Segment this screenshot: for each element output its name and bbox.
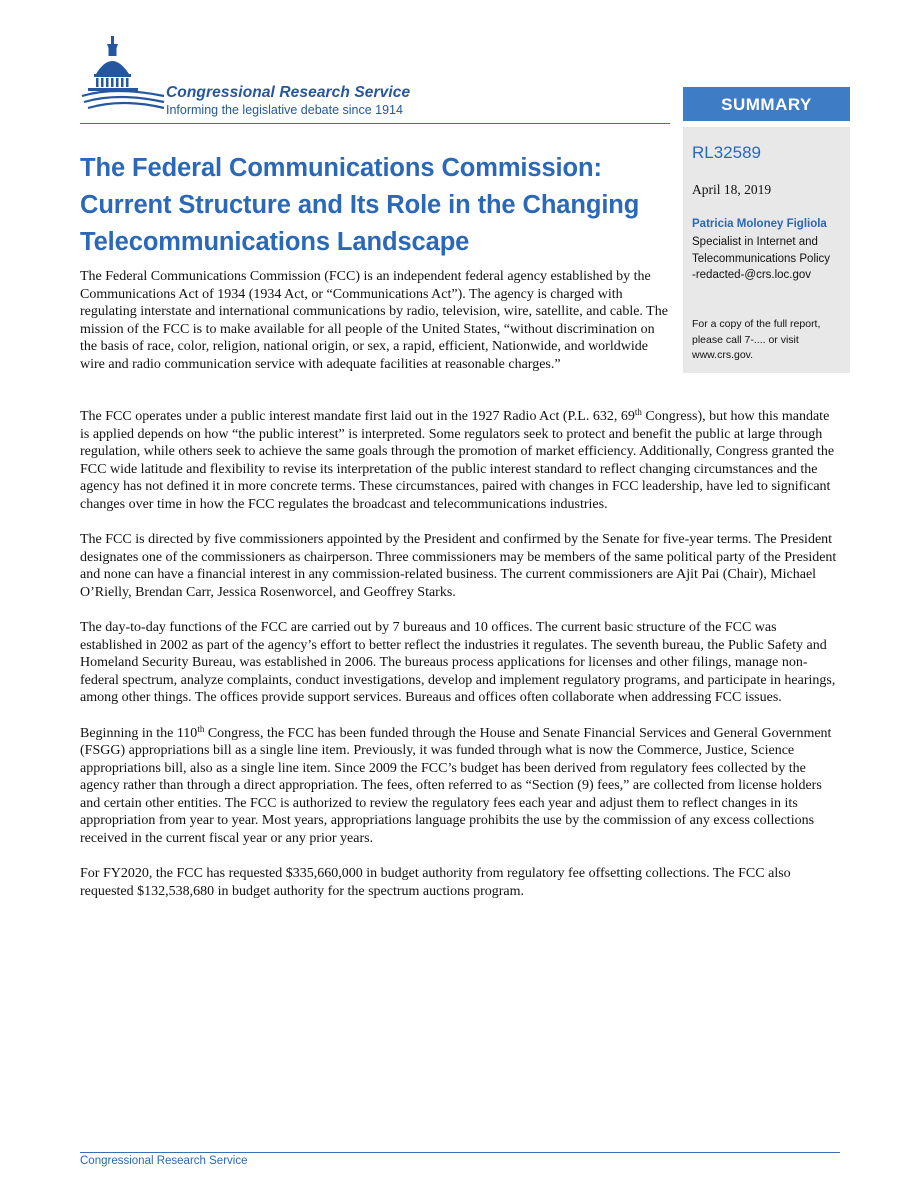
intro-paragraph: The Federal Communications Commission (FCC) is an independent federal agency established by the Communications Act of 1934 (1934 Act, or “Communications Act”). The agency is charged with regulating interstate and international communications by radio, television, wire, satellite, and cable. The mission of the FCC is to make available for all people of the United States, “without discrimination on the basis of race, color, religion, national origin, or sex, a rapid, efficient, Nationwide, and worldwide wire and radio communication service with adequate facilities at reasonable charges.” — [80, 269, 668, 372]
report-number: RL32589 — [692, 143, 762, 162]
copy-note: For a copy of the full report, please call 7-.... or visit www.crs.gov. — [692, 318, 821, 361]
footer-divider — [80, 1152, 840, 1153]
paragraph-funding: Beginning in the 110th Congress, the FCC has been funded through the House and Senate Financial Services and General Government (FSGG) appropriations bill as a single line item. Previously, it was funded through what is now the Commerce, Justice, Science appropriations bill, also as a single line item. Since 2009 the FCC’s budget has been derived from regulatory fees collected by the agency rather than through a direct appropriation. The fees, often referred to as “Section (9) fees,” are collected from license holders and certain other entities. The FCC is authorized to review the regulatory fees each year and adjust them to reflect changes in its appropriation from year to year. Most years, appropriations language prohibits the use by the commission of any excess collections received in the current fiscal year or any prior years. — [80, 723, 832, 846]
crs-logo — [80, 34, 480, 124]
summary-box — [683, 127, 850, 373]
paragraph-commissioners: The FCC is directed by five commissioners appointed by the President and confirmed by the Senate for five-year terms. The President designates one of the commissioners as chairperson. Three commissioners may be members of the same political party of the President and none can have a financial interest in any commission-related business. The current commissioners are Ajit Pai (Chair), Michael O’Rielly, Brendan Carr, Jessica Rosenworcel, and Geoffrey Starks. — [80, 532, 837, 600]
header-divider — [80, 123, 670, 124]
footer-text: Congressional Research Service — [80, 1155, 248, 1167]
report-date: April 18, 2019 — [692, 182, 772, 197]
document-body — [80, 408, 842, 918]
org-tagline: Informing the legislative debate since 1914 — [166, 103, 403, 117]
document-title: The Federal Communications Commission: Current Structure and Its Role in the Changing Telecommunications Landscape — [80, 154, 640, 256]
author-info — [692, 234, 847, 284]
author-title: Specialist in Internet and Telecommunications Policy — [692, 236, 831, 265]
summary-heading: SUMMARY — [683, 87, 850, 121]
capitol-dome-icon — [80, 34, 170, 124]
paragraph-structure: The day-to-day functions of the FCC are carried out by 7 bureaus and 10 offices. The current basic structure of the FCC was established in 2002 as part of the agency’s effort to better reflect the industries it regulates. The seventh bureau, the Public Safety and Homeland Security Bureau, was established in 2006. The bureaus process applications for licenses and other filings, manage non-federal spectrum, analyze complaints, conduct investigations, develop and implement regulatory programs, and participate in hearings, among other things. The offices provide support services. Bureaus and offices often collaborate when addressing FCC issues. — [80, 620, 836, 705]
author-email[interactable]: -redacted-@crs.loc.gov — [692, 269, 812, 281]
paragraph-public-interest: The FCC operates under a public interest mandate first laid out in the 1927 Radio Act (P.L. 632, 69th Congress), but how this mandate is applied depends on how “the public interest” is interpreted. Some regulators seek to protect and benefit the public at large through regulation, while others seek to achieve the same goals through the promotion of market efficiency. Additionally, Congress granted the FCC wide latitude and flexibility to revise its interpretation of the public interest standard to reflect changing circumstances and the agency has not defined it in more concrete terms. These circumstances, paired with changes in FCC leadership, have led to significant changes over time in how the FCC regulates the broadcast and telecommunications industries. — [80, 407, 835, 512]
org-name: Congressional Research Service — [166, 84, 411, 101]
author-name: Patricia Moloney Figliola — [692, 218, 827, 230]
paragraph-budget: For FY2020, the FCC has requested $335,660,000 in budget authority from regulatory fee offsetting collections. The FCC also requested $132,538,680 in budget authority for the spectrum auctions program. — [80, 866, 791, 899]
